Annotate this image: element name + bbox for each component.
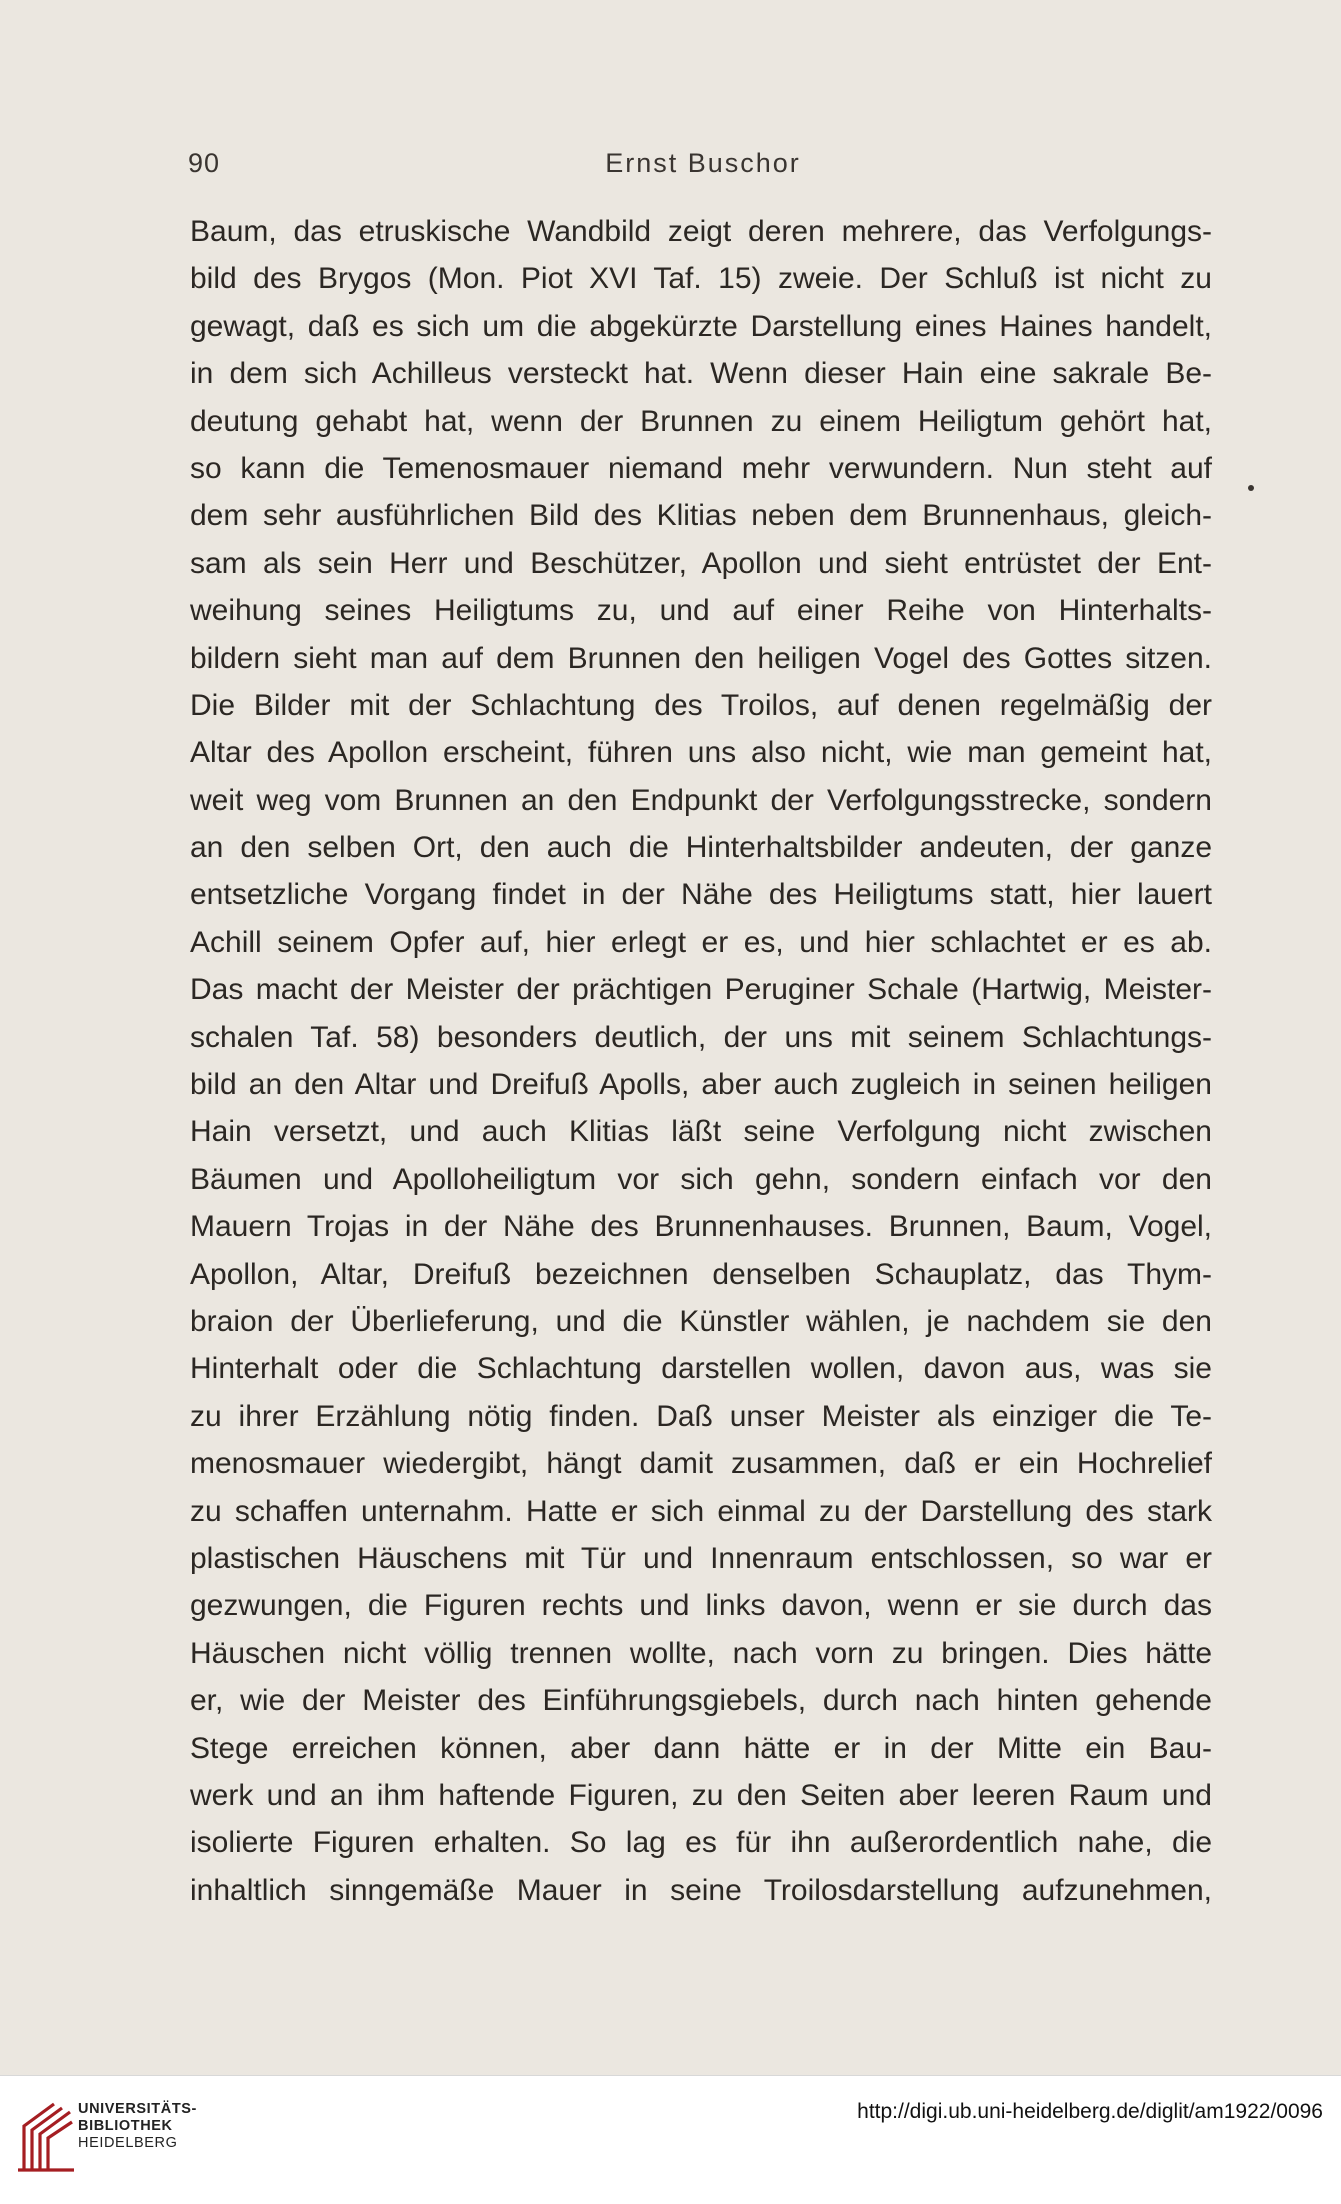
text-line: Altar des Apollon erscheint, führen uns also nicht, wie man gemeint hat, [190,736,1212,770]
author-heading: Ernst Buschor [605,148,801,178]
text-line: an den selben Ort, den auch die Hinterhaltsbilder andeuten, der ganze [190,831,1212,865]
source-url-link[interactable]: http://digi.ub.uni-heidelberg.de/diglit/am1922/0096 [857,2100,1323,2123]
library-line-3: HEIDELBERG [78,2135,178,2151]
text-line: sam als sein Herr und Beschützer, Apollon und sieht entrüstet der Ent- [190,546,1212,580]
text-line: Hinterhalt oder die Schlachtung darstellen wollen, davon aus, was sie [190,1352,1212,1386]
text-line: bild an den Altar und Dreifuß Apolls, aber auch zugleich in seinen heiligen [190,1068,1212,1102]
text-line: zu schaffen unternahm. Hatte er sich einmal zu der Darstellung des stark [190,1494,1212,1528]
text-line: weihung seines Heiligtums zu, und auf einer Reihe von Hinterhalts- [190,594,1212,628]
footer-bar [0,2075,1341,2204]
text-line: deutung gehabt hat, wenn der Brunnen zu einem Heiligtum gehört hat, [190,404,1212,438]
text-line: zu ihrer Erzählung nötig finden. Daß unser Meister als einziger die Te- [190,1399,1212,1433]
text-line: Häuschen nicht völlig trennen wollte, nach vorn zu bringen. Dies hätte [190,1636,1212,1670]
text-line: bild des Brygos (Mon. Piot XVI Taf. 15) zweie. Der Schluß ist nicht zu [190,262,1212,296]
text-line: Apollon, Altar, Dreifuß bezeichnen denselben Schauplatz, das Thym- [190,1257,1212,1291]
text-line: braion der Überlieferung, und die Künstler wählen, je nachdem sie den [190,1304,1212,1338]
library-line-2: BIBLIOTHEK [78,2118,173,2134]
text-line: schalen Taf. 58) besonders deutlich, der uns mit seinem Schlachtungs- [190,1020,1212,1054]
text-line: Bäumen und Apolloheiligtum vor sich gehn, sondern einfach vor den [190,1162,1212,1196]
text-line: Mauern Trojas in der Nähe des Brunnenhauses. Brunnen, Baum, Vogel, [190,1210,1212,1244]
text-line: entsetzliche Vorgang findet in der Nähe des Heiligtums statt, hier lauert [190,878,1212,912]
text-line: gezwungen, die Figuren rechts und links davon, wenn er sie durch das [190,1589,1212,1623]
page-number: 90 [188,148,221,178]
text-line: Stege erreichen können, aber dann hätte er in der Mitte ein Bau- [190,1731,1212,1765]
text-line: Baum, das etruskische Wandbild zeigt deren mehrere, das Verfolgungs- [190,215,1212,248]
text-line: Hain versetzt, und auch Klitias läßt seine Verfolgung nicht zwischen [190,1115,1212,1149]
text-line: so kann die Temenosmauer niemand mehr verwundern. Nun steht auf [190,451,1212,485]
library-logo-icon [14,2096,80,2176]
text-line: inhaltlich sinngemäße Mauer in seine Troilosdarstellung aufzunehmen, [190,1873,1212,1907]
text-line: in dem sich Achilleus versteckt hat. Wenn dieser Hain eine sakrale Be- [190,357,1212,391]
margin-mark [1248,485,1254,491]
text-line: werk und an ihm haftende Figuren, zu den Seiten aber leeren Raum und [190,1778,1212,1812]
text-line: menosmauer wiedergibt, hängt damit zusammen, daß er ein Hochrelief [190,1447,1212,1481]
text-line: Achill seinem Opfer auf, hier erlegt er es, und hier schlachtet er es ab. [190,925,1212,959]
library-line-1: UNIVERSITÄTS- [78,2101,197,2117]
library-name [78,2101,197,2152]
text-line: gewagt, daß es sich um die abgekürzte Darstellung eines Haines handelt, [190,309,1212,343]
text-line: isolierte Figuren erhalten. So lag es für ihn außerordentlich nahe, die [190,1826,1212,1860]
text-line: bildern sieht man auf dem Brunnen den heiligen Vogel des Gottes sitzen. [190,641,1212,675]
text-line: Das macht der Meister der prächtigen Peruginer Schale (Hartwig, Meister- [190,973,1212,1007]
text-line: plastischen Häuschens mit Tür und Innenraum entschlossen, so war er [190,1541,1212,1575]
text-line: Die Bilder mit der Schlachtung des Troilos, auf denen regelmäßig der [190,688,1212,722]
text-line: weit weg vom Brunnen an den Endpunkt der Verfolgungsstrecke, sondern [190,783,1212,817]
text-line: er, wie der Meister des Einführungsgiebels, durch nach hinten gehende [190,1684,1212,1718]
text-line: dem sehr ausführlichen Bild des Klitias neben dem Brunnenhaus, gleich- [190,499,1212,533]
running-head [188,148,1218,188]
body-text [190,208,1212,1914]
